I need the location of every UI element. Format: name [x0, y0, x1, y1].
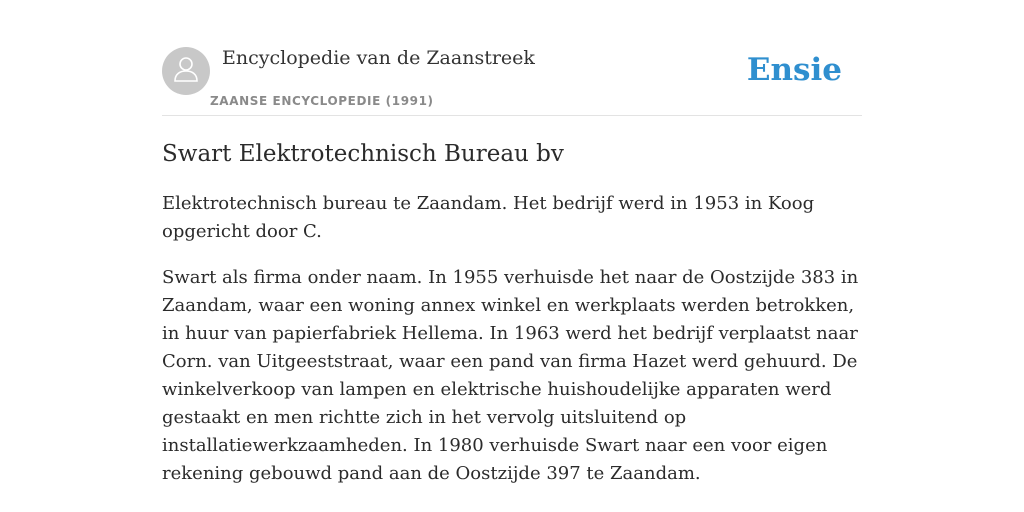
article-title: Swart Elektrotechnisch Bureau bv [162, 141, 564, 167]
article-paragraph: Elektrotechnisch bureau te Zaandam. Het bedrijf werd in 1953 in Koog opgericht door C. [162, 193, 815, 242]
user-icon [171, 54, 201, 88]
source-title[interactable]: Encyclopedie van de Zaanstreek [222, 47, 535, 69]
article [162, 138, 862, 488]
source-header [162, 46, 862, 116]
brand-logo[interactable]: Ensie [746, 52, 842, 88]
avatar[interactable] [162, 47, 210, 95]
article-paragraph: Swart als firma onder naam. In 1955 verhuisde het naar de Oostzijde 383 in Zaandam, waar een woning annex winkel en werkplaats werden betrokken, in huur van papierfabriek Hellema. In 1963 werd het bedrijf verplaatst naar Corn. van Uitgeeststraat, waar een pand van firma Hazet werd gehuurd. De winkelverkoop van lampen en elektrische huishoudelijke apparaten werd gestaakt en men richtte zich in het vervolg uitsluitend op installatiewerkzaamheden. In 1980 verhuisde Swart naar een voor eigen rekening gebouwd pand aan de Oostzijde 397 te Zaandam. [162, 267, 859, 484]
source-subtitle: ZAANSE ENCYCLOPEDIE (1991) [210, 94, 434, 108]
